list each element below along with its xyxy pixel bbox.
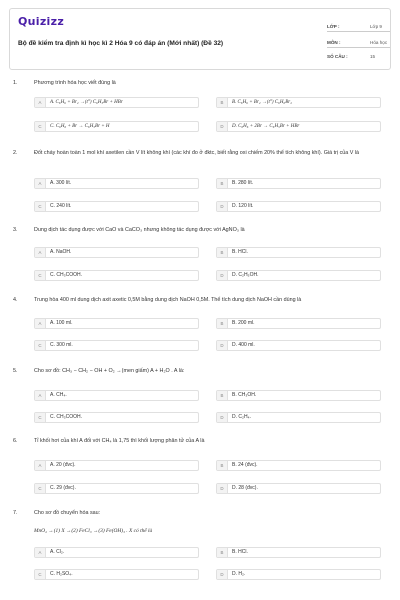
answer-option-b[interactable] <box>216 97 381 108</box>
option-letter: B <box>217 98 228 107</box>
answer-option-c[interactable] <box>34 483 199 494</box>
option-letter: C <box>35 484 46 493</box>
meta-subject-label: MÔN : <box>327 40 341 45</box>
meta-question-count-label: SỐ CÂU : <box>327 54 348 59</box>
answer-option-d[interactable] <box>216 270 381 281</box>
option-text: B. 24 (đvc). <box>232 462 258 468</box>
answer-option-a[interactable] <box>34 247 199 258</box>
answer-option-c[interactable] <box>34 201 199 212</box>
option-text: B. HCl. <box>232 249 248 255</box>
question-number: 6. <box>13 438 18 444</box>
option-text: B. 200 ml. <box>232 320 255 326</box>
answer-option-d[interactable] <box>216 340 381 351</box>
option-text: C. H₂SO₄. <box>50 571 73 577</box>
option-letter: A <box>35 179 46 188</box>
worksheet-header <box>9 8 391 70</box>
option-text: A. Cl₂. <box>50 549 65 555</box>
option-letter: A <box>35 461 46 470</box>
option-text: D. 120 lít. <box>232 203 254 209</box>
question-number: 2. <box>13 150 18 156</box>
option-text: C. CH₃COOH. <box>50 272 83 278</box>
option-letter: D <box>217 341 228 350</box>
option-text: B. HCl. <box>232 549 248 555</box>
question-subtext: MnO₂ →(1) X →(2) FeCl₃ →(3) Fe(OH)₃ . X có thể là <box>34 528 153 534</box>
option-letter: B <box>217 548 228 557</box>
meta-class-value: Lớp 9 <box>370 24 382 29</box>
answer-option-a[interactable] <box>34 97 199 108</box>
answer-option-b[interactable] <box>216 547 381 558</box>
option-letter: B <box>217 461 228 470</box>
answer-option-a[interactable] <box>34 178 199 189</box>
answer-option-d[interactable] <box>216 121 381 132</box>
option-letter: D <box>217 122 228 131</box>
answer-option-c[interactable] <box>34 412 199 423</box>
option-letter: A <box>35 98 46 107</box>
question-text: Cho sơ đồ chuyển hóa sau: <box>34 510 101 516</box>
option-letter: B <box>217 391 228 400</box>
answer-option-a[interactable] <box>34 390 199 401</box>
answer-option-d[interactable] <box>216 483 381 494</box>
option-letter: C <box>35 202 46 211</box>
question-text: Dung dịch tác dụng được với CaO và CaCO₃ nhưng không tác dụng được với AgNO₃ là <box>34 227 245 233</box>
answer-option-b[interactable] <box>216 247 381 258</box>
option-letter: A <box>35 548 46 557</box>
option-text: C. CH₃COOH. <box>50 414 83 420</box>
answer-option-c[interactable] <box>34 569 199 580</box>
option-letter: B <box>217 248 228 257</box>
option-text: A. NaOH. <box>50 249 72 255</box>
option-text: B. C₆H₆ + Br₂ →(t°) C₆H₆Br₂ <box>232 100 292 105</box>
option-text: D. C₂H₅OH. <box>232 272 259 278</box>
option-text: C. C₆H₆ + Br → C₆H₅Br + H <box>50 124 110 129</box>
option-text: D. 400 ml. <box>232 342 255 348</box>
option-letter: B <box>217 319 228 328</box>
option-text: A. 300 lít. <box>50 180 72 186</box>
answer-option-c[interactable] <box>34 121 199 132</box>
question-number: 3. <box>13 227 18 233</box>
option-letter: A <box>35 248 46 257</box>
answer-option-b[interactable] <box>216 390 381 401</box>
answer-option-c[interactable] <box>34 340 199 351</box>
option-text: D. H₂. <box>232 571 246 577</box>
option-letter: C <box>35 341 46 350</box>
answer-option-a[interactable] <box>34 318 199 329</box>
option-letter: A <box>35 319 46 328</box>
option-text: B. CH₃OH. <box>232 392 257 398</box>
quizizz-logo: Quizizz <box>18 15 65 28</box>
meta-divider <box>327 31 390 32</box>
question-text: Đốt cháy hoàn toàn 1 mol khí axetilen cần V lít không khí (các khí đo ở đktc, biết rằng oxi chiếm 20% thể tích không khí). Giá trị của V là <box>34 150 360 156</box>
option-text: D. 28 (đvc). <box>232 485 258 491</box>
page-title: Bộ đề kiểm tra định kì học kì 2 Hóa 9 có đáp án (Mới nhất) (Đề 32) <box>18 40 224 47</box>
question-number: 1. <box>13 80 18 86</box>
answer-option-b[interactable] <box>216 318 381 329</box>
meta-divider <box>327 47 390 48</box>
question-text: Tỉ khối hơi của khí A đối với CH₄ là 1,75 thì khối lượng phân tử của A là <box>34 438 205 444</box>
option-text: C. 300 ml. <box>50 342 73 348</box>
answer-option-b[interactable] <box>216 178 381 189</box>
option-letter: C <box>35 570 46 579</box>
question-number: 4. <box>13 297 18 303</box>
meta-question-count-value: 15 <box>370 54 376 59</box>
answer-option-d[interactable] <box>216 569 381 580</box>
option-text: A. 20 (đvc). <box>50 462 76 468</box>
answer-option-b[interactable] <box>216 460 381 471</box>
answer-option-c[interactable] <box>34 270 199 281</box>
option-text: A. CH₄. <box>50 392 67 398</box>
option-text: C. 240 lít. <box>50 203 72 209</box>
answer-option-a[interactable] <box>34 460 199 471</box>
option-letter: B <box>217 179 228 188</box>
option-text: C. 29 (đvc). <box>50 485 76 491</box>
option-text: A. C₆H₆ + Br₂ →(t°) C₆H₅Br + HBr <box>50 100 123 105</box>
option-letter: C <box>35 413 46 422</box>
answer-option-d[interactable] <box>216 201 381 212</box>
option-letter: D <box>217 202 228 211</box>
option-letter: C <box>35 122 46 131</box>
question-text: Trung hòa 400 ml dung dịch axit axetic 0,5M bằng dung dịch NaOH 0,5M. Thể tích dung dịch NaOH cần dùng là <box>34 297 302 303</box>
option-letter: C <box>35 271 46 280</box>
option-letter: D <box>217 570 228 579</box>
question-text: Phương trình hóa học viết đúng là <box>34 80 116 86</box>
option-letter: A <box>35 391 46 400</box>
option-text: D. C₆H₆ + 2Br → C₆H₅Br + HBr <box>232 124 300 129</box>
option-letter: D <box>217 484 228 493</box>
option-letter: D <box>217 271 228 280</box>
question-number: 5. <box>13 368 18 374</box>
answer-option-a[interactable] <box>34 547 199 558</box>
option-text: D. C₂H₄. <box>232 414 251 420</box>
meta-subject-value: Hóa học <box>370 40 388 45</box>
answer-option-d[interactable] <box>216 412 381 423</box>
option-text: B. 280 lít. <box>232 180 254 186</box>
option-text: A. 100 ml. <box>50 320 73 326</box>
option-letter: D <box>217 413 228 422</box>
question-text: Cho sơ đồ: CH₃ − CH₂ − OH + O₂ →(men giấm) A + H₂O . A là: <box>34 368 185 374</box>
meta-class-label: LỚP : <box>327 24 340 29</box>
question-number: 7. <box>13 510 18 516</box>
